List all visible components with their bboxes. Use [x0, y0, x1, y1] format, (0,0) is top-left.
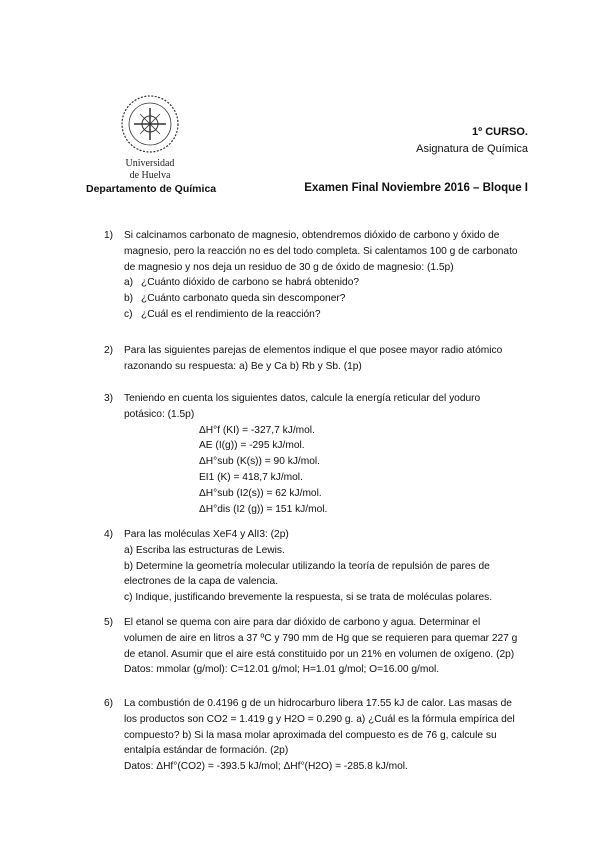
question-text: Datos: ΔHf°(CO2) = -393.5 kJ/mol; ΔHf°(H2O) = -285.8 kJ/mol. — [124, 761, 408, 773]
data-line: ΔH°sub (I2(s)) = 62 kJ/mol. — [199, 487, 322, 499]
question-5 — [104, 615, 544, 678]
question-number: 1) — [104, 230, 114, 241]
question-text: El etanol se quema con aire para dar dióxido de carbono y agua. Determinar el — [124, 617, 481, 628]
question-3 — [104, 391, 544, 517]
question-text: entalpía estándar de formación. (2p) — [124, 745, 289, 757]
question-text: potásico: (1.5p) — [124, 408, 195, 420]
question-text: b) Determine la geometría molecular utilizando la teoría de repulsión de pares de — [124, 560, 490, 572]
university-name-line1: Universidad — [125, 158, 175, 169]
question-text: La combustión de 0.4196 g de un hidrocarburo libera 17.55 kJ de calor. Las masas de — [124, 698, 512, 709]
question-text: Para las moléculas XeF4 y AlI3: (2p) — [124, 529, 289, 540]
question-text: Si calcinamos carbonato de magnesio, obtendremos dióxido de carbono y óxido de — [124, 230, 500, 241]
question-text: Para las siguientes parejas de elementos indique el que posee mayor radio atómico — [124, 345, 503, 356]
sub-question: b) ¿Cuánto carbonato queda sin descomponer? — [124, 293, 346, 305]
question-text: c) Indique, justificando brevemente la respuesta, si se trata de moléculas polares. — [124, 592, 493, 604]
question-text: electrones de la capa de valencia. — [124, 576, 279, 588]
question-number: 6) — [104, 698, 114, 709]
question-text: de magnesio y nos deja un residuo de 30 g de óxido de magnesio: (1.5p) — [124, 261, 454, 273]
question-text: Datos: mmolar (g/mol): C=12.01 g/mol; H=1.01 g/mol; O=16.00 g/mol. — [124, 664, 440, 676]
question-text: magnesio, pero la reacción no es del todo completa. Si calentamos 100 g de carbonato — [124, 245, 518, 257]
question-2 — [104, 343, 544, 375]
question-1 — [104, 228, 544, 323]
question-number: 3) — [104, 393, 114, 404]
thermo-data — [124, 423, 544, 518]
question-text: los productos son CO2 = 1.419 g y H2O = 0.290 g. a) ¿Cuál es la fórmula empírica del — [124, 713, 515, 725]
question-number: 2) — [104, 345, 114, 356]
data-line: ΔH°f (KI) = -327,7 kJ/mol. — [199, 424, 315, 436]
university-seal-icon — [112, 90, 188, 182]
question-text: Teniendo en cuenta los siguientes datos, calcule la energía reticular del yoduro — [124, 393, 481, 404]
university-name-line2: de Huelva — [129, 170, 171, 181]
question-text: volumen de aire en litros a 37 ºC y 790 mm de Hg que se requieren para quemar 227 g — [124, 632, 518, 644]
course-header — [416, 124, 528, 158]
question-6 — [104, 696, 544, 775]
data-line: AE (I(g)) = -295 kJ/mol. — [199, 440, 305, 452]
question-number: 5) — [104, 617, 114, 628]
data-line: ΔH°sub (K(s)) = 90 kJ/mol. — [199, 456, 320, 468]
question-text: a) Escriba las estructuras de Lewis. — [124, 544, 285, 556]
question-text: de etanol. Asumir que el aire está constituido por un 21% en volumen de oxígeno. (2p) — [124, 648, 515, 660]
sub-question: c) ¿Cuál es el rendimiento de la reacción? — [124, 308, 321, 320]
question-text: compuesto? b) Si la masa molar aproximada del compuesto es de 76 g, calcule su — [124, 729, 497, 741]
university-logo — [112, 90, 188, 182]
sub-question: a) ¿Cuánto dióxido de carbono se habrá obtenido? — [124, 277, 360, 289]
course-label: 1º CURSO. — [472, 126, 528, 138]
department-label: Departamento de Química — [86, 183, 217, 195]
question-4 — [104, 527, 544, 606]
subject-label: Asignatura de Química — [416, 143, 528, 155]
question-text: razonando su respuesta: a) Be y Ca b) Rb y Sb. (1p) — [124, 360, 362, 372]
exam-title: Examen Final Noviembre 2016 – Bloque I — [304, 182, 528, 194]
data-line: EI1 (K) = 418,7 kJ/mol. — [199, 471, 303, 483]
question-number: 4) — [104, 529, 114, 540]
data-line: ΔH°dis (I2 (g)) = 151 kJ/mol. — [199, 503, 328, 515]
